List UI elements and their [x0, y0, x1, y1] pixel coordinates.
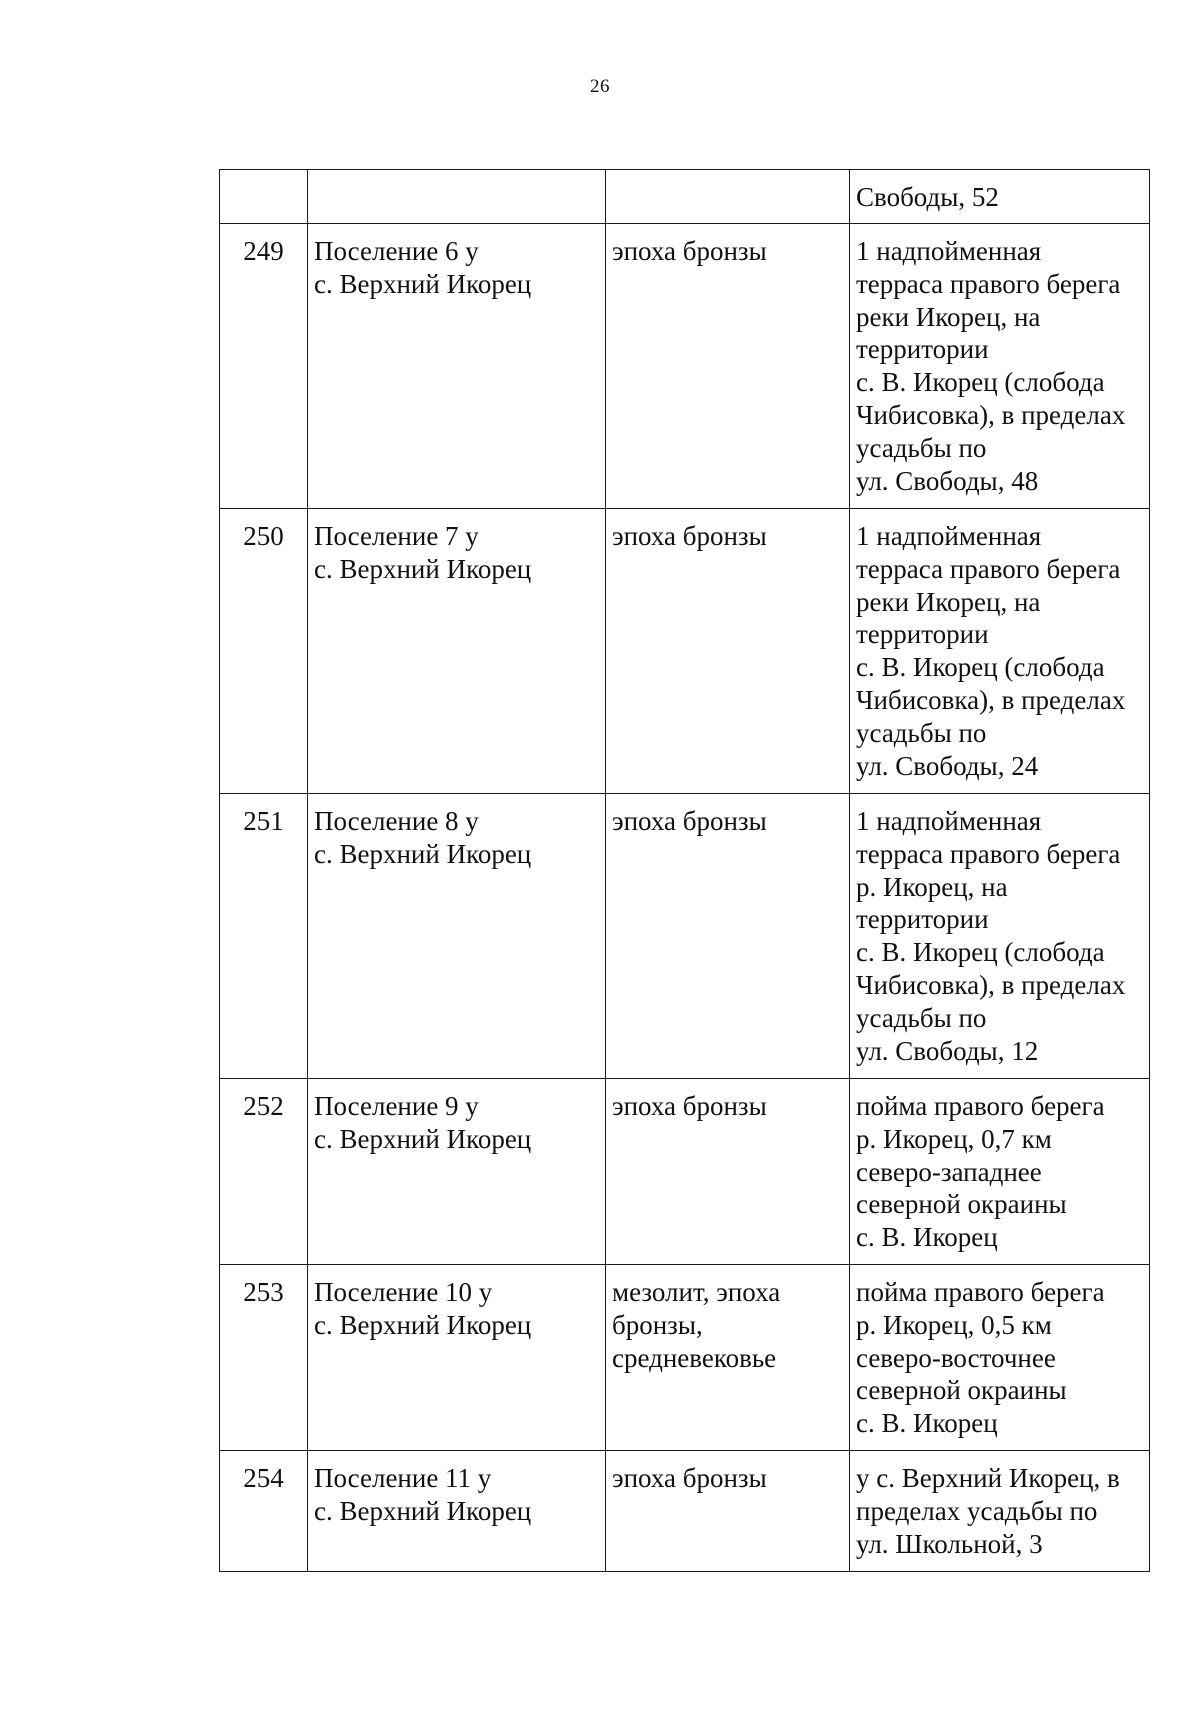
- cell-dating: эпоха бронзы: [606, 794, 850, 1079]
- cell-site-name: [308, 170, 606, 224]
- cell-site-name: Поселение 7 у с. Верхний Икорец: [308, 509, 606, 794]
- cell-number: [220, 170, 308, 224]
- cell-location: Свободы, 52: [850, 170, 1150, 224]
- table-row: [220, 1265, 1150, 1451]
- cell-number: 251: [220, 794, 308, 1079]
- cell-number: 253: [220, 1265, 308, 1451]
- cell-number: 249: [220, 224, 308, 509]
- cell-dating: мезолит, эпоха бронзы, средневековье: [606, 1265, 850, 1451]
- cell-dating: эпоха бронзы: [606, 224, 850, 509]
- table-row: [220, 1079, 1150, 1265]
- cell-location: 1 надпойменная терраса правого берега реки Икорец, на территории с. В. Икорец (слобода Чибисовка), в пределах усадьбы по ул. Свободы, 24: [850, 509, 1150, 794]
- heritage-sites-table: [219, 169, 1150, 1572]
- cell-number: 254: [220, 1451, 308, 1572]
- cell-location: у с. Верхний Икорец, в пределах усадьбы по ул. Школьной, 3: [850, 1451, 1150, 1572]
- page-number: 26: [590, 76, 610, 97]
- cell-site-name: Поселение 10 у с. Верхний Икорец: [308, 1265, 606, 1451]
- cell-location: пойма правого берега р. Икорец, 0,5 км северо-восточнее северной окраины с. В. Икорец: [850, 1265, 1150, 1451]
- table-row: [220, 224, 1150, 509]
- cell-location: пойма правого берега р. Икорец, 0,7 км северо-западнее северной окраины с. В. Икорец: [850, 1079, 1150, 1265]
- cell-site-name: Поселение 9 у с. Верхний Икорец: [308, 1079, 606, 1265]
- cell-number: 252: [220, 1079, 308, 1265]
- cell-dating: эпоха бронзы: [606, 509, 850, 794]
- table-row: [220, 1451, 1150, 1572]
- table-row: [220, 794, 1150, 1079]
- table-row-continuation: [220, 170, 1150, 224]
- cell-dating: [606, 170, 850, 224]
- cell-dating: эпоха бронзы: [606, 1451, 850, 1572]
- cell-site-name: Поселение 11 у с. Верхний Икорец: [308, 1451, 606, 1572]
- cell-site-name: Поселение 8 у с. Верхний Икорец: [308, 794, 606, 1079]
- cell-dating: эпоха бронзы: [606, 1079, 850, 1265]
- cell-number: 250: [220, 509, 308, 794]
- table-row: [220, 509, 1150, 794]
- cell-location: 1 надпойменная терраса правого берега р. Икорец, на территории с. В. Икорец (слобода Чибисовка), в пределах усадьбы по ул. Свободы, 12: [850, 794, 1150, 1079]
- cell-location: 1 надпойменная терраса правого берега реки Икорец, на территории с. В. Икорец (слобода Чибисовка), в пределах усадьбы по ул. Свободы, 48: [850, 224, 1150, 509]
- cell-site-name: Поселение 6 у с. Верхний Икорец: [308, 224, 606, 509]
